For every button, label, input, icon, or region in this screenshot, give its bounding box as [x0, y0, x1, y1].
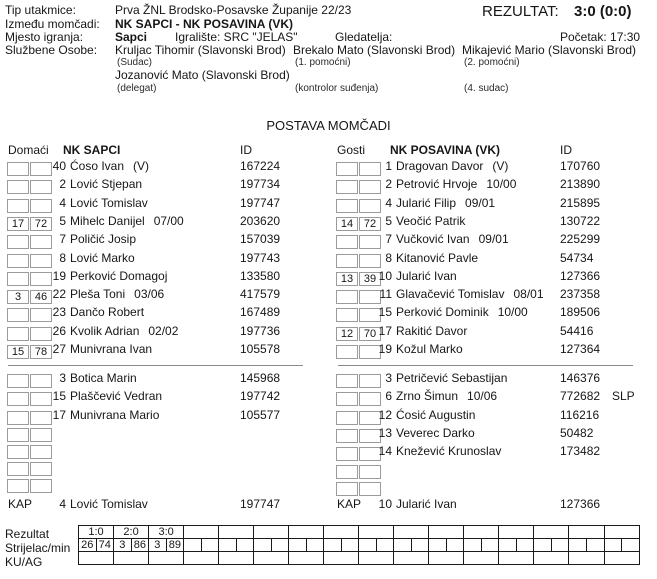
sub-out-box — [336, 162, 358, 176]
rezultat-cell — [534, 526, 569, 539]
player-name: Jularić Filip 09/01 — [396, 196, 496, 210]
player-number: 7 — [385, 232, 392, 246]
sub-out-box: 3 — [7, 290, 29, 304]
empty-sub-box — [336, 465, 358, 479]
team-name: NK POSAVINA (VK) — [390, 143, 501, 157]
rezultat-cell — [219, 526, 254, 539]
official-role: (delegat) — [117, 83, 157, 94]
minute-cell — [376, 539, 394, 552]
player-name: Munivrana Ivan — [70, 342, 153, 356]
player-number: 26 — [52, 324, 66, 338]
player-id: 167489 — [240, 305, 281, 319]
kuag-cell — [394, 552, 429, 565]
player-name: Botica Marin — [70, 371, 137, 385]
player-tag: 02/02 — [148, 324, 179, 338]
strijelac-cell — [569, 539, 587, 552]
player-tag: 07/00 — [153, 214, 184, 228]
empty-sub-box — [7, 428, 29, 442]
strijelac-cell — [429, 539, 447, 552]
kuag-cell — [359, 552, 394, 565]
player-tag: 10/06 — [467, 389, 498, 403]
sub-out-box — [7, 374, 29, 388]
player-id: 215895 — [560, 196, 601, 210]
player-number: 8 — [385, 251, 392, 265]
player-id: 189506 — [560, 305, 601, 319]
player-name: Veočić Patrik — [396, 214, 466, 228]
rezultat-cell — [289, 526, 324, 539]
player-id: 170760 — [560, 159, 601, 173]
player-number: 5 — [59, 214, 66, 228]
player-id: 105578 — [240, 342, 281, 356]
player-name: Kitanović Pavle — [396, 251, 479, 265]
kuag-cell — [219, 552, 254, 565]
player-id: 197734 — [240, 177, 281, 191]
sub-out-box — [336, 345, 358, 359]
player-name: Munivrana Mario — [70, 408, 160, 422]
mjesto-label: Mjesto igranja: — [5, 30, 84, 44]
player-name: Glavačević Tomislav 08/01 — [396, 287, 544, 301]
minute-cell — [622, 539, 640, 552]
player-name: Mihelc Danijel 07/00 — [70, 214, 184, 228]
sub-out-box — [336, 374, 358, 388]
official-role: (4. sudac) — [464, 83, 509, 94]
player-tag: 09/01 — [478, 232, 509, 246]
player-number: 11 — [379, 287, 392, 301]
captain-number: 4 — [59, 497, 66, 511]
official-name: Mikajević Mario (Slavonski Brod) — [462, 43, 637, 57]
sub-out-box — [336, 180, 358, 194]
player-number: 19 — [52, 269, 66, 283]
minute-cell — [516, 539, 534, 552]
score-table — [78, 525, 640, 565]
player-id: 173482 — [560, 444, 601, 458]
izmedju-label: Između momčadi: — [5, 17, 100, 31]
gledatelja-label: Gledatelja: — [335, 30, 393, 44]
rezultat-cell: 3:0 — [149, 526, 184, 539]
kap-label: KAP — [337, 497, 362, 511]
minute-cell — [306, 539, 324, 552]
sub-out-box — [7, 180, 29, 194]
player-id: 146376 — [560, 371, 601, 385]
player-name: Kvolik Adrian 02/02 — [70, 324, 179, 338]
player-number: 15 — [378, 305, 392, 319]
kuag-cell — [289, 552, 324, 565]
empty-sub-box — [30, 462, 52, 476]
player-name: Lović Tomislav — [70, 196, 148, 210]
sub-out-box — [7, 308, 29, 322]
rezultat-cell — [429, 526, 464, 539]
sluzbene-label: Službene Osobe: — [5, 43, 98, 57]
player-id: 197736 — [240, 324, 281, 338]
player-id: 133580 — [240, 269, 281, 283]
player-id: 772682 — [560, 389, 601, 403]
sub-out-box: 14 — [336, 217, 358, 231]
sub-out-box — [336, 429, 358, 443]
player-number: 27 — [52, 342, 66, 356]
player-name: Zrno Šimun 10/06 — [396, 389, 498, 403]
official-role: (kontrolor suđenja) — [295, 83, 379, 94]
sub-out-box — [336, 308, 358, 322]
sub-minute-box: 39 — [359, 272, 381, 286]
kuag-row-label: KU/AG — [5, 555, 43, 569]
player-tag: 03/06 — [134, 287, 165, 301]
rezultat-cell — [394, 526, 429, 539]
player-id: 203620 — [240, 214, 281, 228]
player-name: Knežević Krunoslav — [396, 444, 502, 458]
tip-utakmice-value: Prva ŽNL Brodsko-Posavske Županije 22/23 — [115, 3, 352, 17]
player-tag: (V) — [133, 159, 150, 173]
player-id: 130722 — [560, 214, 601, 228]
player-name: Poličić Josip — [70, 232, 137, 246]
sub-out-box — [7, 162, 29, 176]
captain-number: 10 — [378, 497, 392, 511]
player-tag: 10/00 — [486, 177, 517, 191]
empty-sub-box — [359, 482, 381, 496]
player-tag: 09/01 — [465, 196, 496, 210]
player-name: Pleša Toni 03/06 — [70, 287, 165, 301]
empty-sub-box — [30, 445, 52, 459]
id-header: ID — [560, 143, 572, 157]
empty-sub-box — [336, 482, 358, 496]
minute-cell — [201, 539, 219, 552]
sub-out-box: 15 — [7, 345, 29, 359]
rezultat-cell — [254, 526, 289, 539]
minute-cell — [481, 539, 499, 552]
player-id: 417579 — [240, 287, 281, 301]
sub-out-box — [7, 235, 29, 249]
player-name: Ćoso Ivan (V) — [70, 159, 150, 173]
player-name: Ćosić Augustin — [396, 408, 476, 422]
official-role: (Sudac) — [117, 57, 153, 68]
player-number: 19 — [378, 342, 392, 356]
rezultat-row-label: Rezultat — [5, 527, 50, 541]
captain-id: 127366 — [560, 497, 601, 511]
empty-sub-box — [7, 445, 29, 459]
strijelac-cell — [464, 539, 482, 552]
minute-cell — [587, 539, 605, 552]
player-number: 17 — [52, 408, 66, 422]
player-number: 6 — [385, 389, 392, 403]
rezultat-cell — [569, 526, 604, 539]
captain-name: Lović Tomislav — [70, 497, 148, 511]
sub-out-box — [336, 447, 358, 461]
player-number: 3 — [59, 371, 66, 385]
minute-cell — [236, 539, 254, 552]
rezultat-value: 3:0 (0:0) — [574, 3, 632, 20]
player-number: 3 — [385, 371, 392, 385]
empty-sub-box — [30, 428, 52, 442]
player-number: 14 — [378, 444, 392, 458]
empty-sub-box — [30, 479, 52, 493]
teams-value: NK SAPCI - NK POSAVINA (VK) — [115, 17, 294, 31]
sub-minute-box: 46 — [30, 290, 52, 304]
player-number: 4 — [59, 196, 66, 210]
player-name: Kožul Marko — [396, 342, 463, 356]
player-number: 10 — [378, 269, 392, 283]
rezultat-cell — [499, 526, 534, 539]
player-name: Vučković Ivan 09/01 — [396, 232, 509, 246]
strijelac-cell — [359, 539, 377, 552]
minute-cell — [411, 539, 429, 552]
player-note: SLP — [612, 389, 635, 403]
player-id: 157039 — [240, 232, 281, 246]
strijelac-row-label: Strijelac/min — [5, 541, 71, 555]
side-header: Domaći — [8, 143, 49, 157]
player-name: Lović Marko — [70, 251, 135, 265]
kuag-cell — [464, 552, 499, 565]
minute-cell — [341, 539, 359, 552]
player-number: 2 — [59, 177, 66, 191]
player-number: 23 — [52, 305, 66, 319]
empty-sub-box — [7, 479, 29, 493]
sub-out-box — [7, 392, 29, 406]
player-number: 1 — [385, 159, 392, 173]
player-id: 145968 — [240, 371, 281, 385]
subs-divider — [338, 365, 633, 366]
sub-out-box — [336, 254, 358, 268]
sub-out-box — [336, 290, 358, 304]
player-id: 54416 — [560, 324, 594, 338]
side-header: Gosti — [337, 143, 366, 157]
player-tag: 10/00 — [497, 305, 528, 319]
player-name: Lović Stjepan — [70, 177, 143, 191]
kuag-cell — [149, 552, 184, 565]
player-name: Dragovan Davor (V) — [396, 159, 509, 173]
player-name: Veverec Darko — [396, 426, 475, 440]
player-id: 197747 — [240, 196, 281, 210]
empty-sub-box — [359, 465, 381, 479]
sub-minute-box: 72 — [359, 217, 381, 231]
kuag-cell — [184, 552, 219, 565]
official-name: Jozanović Mato (Slavonski Brod) — [115, 68, 290, 82]
player-id: 237358 — [560, 287, 601, 301]
kuag-cell — [499, 552, 534, 565]
minute-cell — [446, 539, 464, 552]
player-id: 105577 — [240, 408, 281, 422]
strijelac-cell — [219, 539, 237, 552]
rezultat-cell — [359, 526, 394, 539]
rezultat-cell — [324, 526, 359, 539]
player-name: Perković Dominik 10/00 — [396, 305, 528, 319]
strijelac-cell — [184, 539, 202, 552]
player-id: 50482 — [560, 426, 594, 440]
strijelac-cell — [324, 539, 342, 552]
igraliste-label: Igralište: SRC "JELAS" — [175, 30, 298, 44]
kuag-cell — [569, 552, 604, 565]
strijelac-cell: 3 — [149, 539, 167, 552]
rezultat-cell — [604, 526, 639, 539]
subs-divider — [8, 365, 303, 366]
player-name: Rakitić Davor — [396, 324, 468, 338]
captain-name: Jularić Ivan — [396, 497, 457, 511]
pocetak-label: Početak: 17:30 — [560, 30, 641, 44]
rezultat-cell: 1:0 — [79, 526, 114, 539]
player-name: Plaščević Vedran — [70, 389, 163, 403]
captain-id: 197747 — [240, 497, 281, 511]
strijelac-cell — [289, 539, 307, 552]
kuag-cell — [114, 552, 149, 565]
player-name: Petrović Hrvoje 10/00 — [396, 177, 517, 191]
player-number: 2 — [385, 177, 392, 191]
player-id: 197742 — [240, 389, 281, 403]
empty-sub-box — [7, 462, 29, 476]
kap-label: KAP — [8, 497, 33, 511]
player-id: 197743 — [240, 251, 281, 265]
player-tag: 08/01 — [513, 287, 544, 301]
official-name: Kruljac Tihomir (Slavonski Brod) — [115, 43, 286, 57]
sub-out-box — [7, 327, 29, 341]
rezultat-cell — [464, 526, 499, 539]
sub-out-box — [336, 411, 358, 425]
kuag-cell — [429, 552, 464, 565]
player-number: 40 — [52, 159, 66, 173]
sub-out-box — [7, 254, 29, 268]
kuag-cell — [254, 552, 289, 565]
player-id: 127366 — [560, 269, 601, 283]
rezultat-cell: 2:0 — [114, 526, 149, 539]
rezultat-label: REZULTAT: — [482, 3, 559, 20]
player-id: 54734 — [560, 251, 594, 265]
player-name: Jularić Ivan — [396, 269, 457, 283]
minute-cell: 74 — [96, 539, 114, 552]
minute-cell: 86 — [131, 539, 149, 552]
sub-minute-box: 78 — [30, 345, 52, 359]
strijelac-cell — [604, 539, 622, 552]
official-role: (1. pomoćni) — [295, 57, 351, 68]
strijelac-cell — [394, 539, 412, 552]
team-name: NK SAPCI — [63, 143, 121, 157]
minute-cell: 89 — [166, 539, 184, 552]
player-id: 127364 — [560, 342, 601, 356]
player-number: 13 — [378, 426, 392, 440]
strijelac-cell: 26 — [79, 539, 97, 552]
player-id: 116216 — [560, 408, 600, 422]
rezultat-cell — [184, 526, 219, 539]
player-name: Dančo Robert — [70, 305, 145, 319]
player-tag: (V) — [492, 159, 509, 173]
minute-cell — [551, 539, 569, 552]
sub-out-box — [336, 235, 358, 249]
official-name: Brekalo Mato (Slavonski Brod) — [293, 43, 456, 57]
strijelac-cell — [499, 539, 517, 552]
player-number: 15 — [52, 389, 66, 403]
sub-minute-box: 70 — [359, 327, 381, 341]
player-number: 17 — [378, 324, 392, 338]
kuag-cell — [324, 552, 359, 565]
mjesto-value: Sapci — [115, 30, 148, 44]
sub-out-box: 13 — [336, 272, 358, 286]
sub-out-box — [336, 199, 358, 213]
sub-out-box: 17 — [7, 217, 29, 231]
player-id: 167224 — [240, 159, 281, 173]
player-number: 22 — [52, 287, 66, 301]
player-number: 12 — [378, 408, 392, 422]
strijelac-cell — [254, 539, 272, 552]
sub-out-box — [336, 392, 358, 406]
player-name: Perković Domagoj — [70, 269, 168, 283]
kuag-cell — [79, 552, 114, 565]
sub-out-box — [7, 199, 29, 213]
player-number: 8 — [59, 251, 66, 265]
sub-out-box: 12 — [336, 327, 358, 341]
minute-cell — [271, 539, 289, 552]
tip-utakmice-label: Tip utakmice: — [5, 3, 76, 17]
official-role: (2. pomoćni) — [464, 57, 520, 68]
player-number: 4 — [385, 196, 392, 210]
player-number: 5 — [385, 214, 392, 228]
strijelac-cell — [534, 539, 552, 552]
player-number: 7 — [59, 232, 66, 246]
player-id: 213890 — [560, 177, 601, 191]
kuag-cell — [534, 552, 569, 565]
sub-out-box — [7, 272, 29, 286]
postava-title: POSTAVA MOMČADI — [266, 118, 391, 133]
kuag-cell — [604, 552, 639, 565]
sub-out-box — [7, 411, 29, 425]
id-header: ID — [240, 143, 252, 157]
player-id: 225299 — [560, 232, 601, 246]
sub-minute-box: 72 — [30, 217, 52, 231]
player-name: Petričević Sebastijan — [396, 371, 508, 385]
strijelac-cell: 3 — [114, 539, 132, 552]
